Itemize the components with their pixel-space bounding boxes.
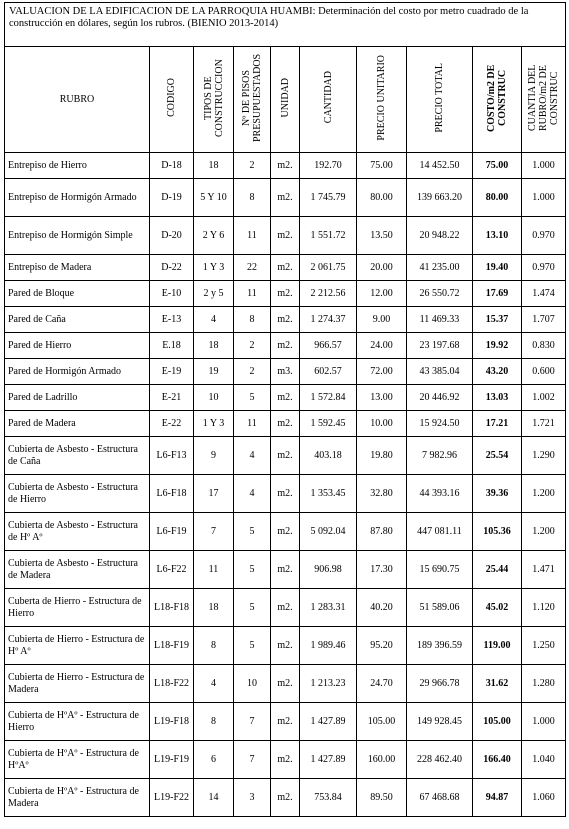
- table-row: [5, 741, 566, 779]
- table-row: [5, 551, 566, 589]
- unidad-cell: m2.: [271, 255, 300, 281]
- cuantia-cell: 1.040: [522, 741, 566, 779]
- costo-cell: 19.92: [473, 333, 522, 359]
- rubro-cell: Entrepiso de Hierro: [5, 153, 150, 179]
- precio-unitario-cell: 75.00: [357, 153, 407, 179]
- codigo-cell: D-22: [150, 255, 194, 281]
- pisos-cell: 11: [234, 217, 271, 255]
- cuantia-cell: 1.707: [522, 307, 566, 333]
- header-cuantia-cell: [522, 47, 566, 153]
- table-row: [5, 779, 566, 817]
- header-costo-cell: [473, 47, 522, 153]
- unidad-cell: m2.: [271, 589, 300, 627]
- table-row: [5, 513, 566, 551]
- costo-cell: 31.62: [473, 665, 522, 703]
- cuantia-cell: 1.474: [522, 281, 566, 307]
- codigo-cell: E-13: [150, 307, 194, 333]
- cuantia-cell: 0.600: [522, 359, 566, 385]
- codigo-cell: L6-F13: [150, 437, 194, 475]
- cantidad-cell: 192.70: [300, 153, 357, 179]
- pisos-cell: 3: [234, 779, 271, 817]
- header-codigo-cell: [150, 47, 194, 153]
- rubro-cell: Cubierta de Hierro - Estructura de Madera: [5, 665, 150, 703]
- precio-total-cell: 23 197.68: [407, 333, 473, 359]
- tipos-cell: 18: [194, 153, 234, 179]
- title-rest: : Determinación del costo por metro cuadrado de la construcción en dólares, según los rubros. (BIENIO 2013-2014): [9, 6, 529, 29]
- header-pisos-cell: [234, 47, 271, 153]
- precio-unitario-cell: 24.00: [357, 333, 407, 359]
- precio-total-cell: 41 235.00: [407, 255, 473, 281]
- header-tipos: TIPOS DE CONSTRUCCION: [202, 58, 225, 137]
- header-codigo: CODIGO: [166, 78, 177, 117]
- codigo-cell: L6-F19: [150, 513, 194, 551]
- codigo-cell: L6-F18: [150, 475, 194, 513]
- precio-unitario-cell: 87.80: [357, 513, 407, 551]
- unidad-cell: m3.: [271, 359, 300, 385]
- precio-total-cell: 20 446.92: [407, 385, 473, 411]
- codigo-cell: E-10: [150, 281, 194, 307]
- cantidad-cell: 1 427.89: [300, 741, 357, 779]
- rubro-cell: Pared de Caña: [5, 307, 150, 333]
- header-precio-unitario-cell: [357, 47, 407, 153]
- unidad-cell: m2.: [271, 153, 300, 179]
- header-cantidad: CANTIDAD: [322, 71, 334, 124]
- tipos-cell: 5 Y 10: [194, 179, 234, 217]
- precio-total-cell: 20 948.22: [407, 217, 473, 255]
- costo-cell: 39.36: [473, 475, 522, 513]
- tipos-cell: 1 Y 3: [194, 255, 234, 281]
- precio-total-cell: 67 468.68: [407, 779, 473, 817]
- header-precio-unitario: PRECIO UNITARIO: [376, 54, 387, 141]
- pisos-cell: 2: [234, 333, 271, 359]
- table-row: [5, 307, 566, 333]
- pisos-cell: 5: [234, 551, 271, 589]
- precio-unitario-cell: 19.80: [357, 437, 407, 475]
- precio-unitario-cell: 80.00: [357, 179, 407, 217]
- tipos-cell: 7: [194, 513, 234, 551]
- tipos-cell: 2 Y 6: [194, 217, 234, 255]
- unidad-cell: m2.: [271, 411, 300, 437]
- rubro-cell: Entrepiso de Madera: [5, 255, 150, 281]
- pisos-cell: 10: [234, 665, 271, 703]
- codigo-cell: L18-F18: [150, 589, 194, 627]
- rubro-cell: Pared de Madera: [5, 411, 150, 437]
- precio-unitario-cell: 32.80: [357, 475, 407, 513]
- rubro-cell: Entrepiso de Hormigón Simple: [5, 217, 150, 255]
- costo-cell: 80.00: [473, 179, 522, 217]
- rubro-cell: Pared de Ladrillo: [5, 385, 150, 411]
- codigo-cell: E.18: [150, 333, 194, 359]
- tipos-cell: 18: [194, 589, 234, 627]
- rubro-cell: Entrepiso de Hormigón Armado: [5, 179, 150, 217]
- cantidad-cell: 1 551.72: [300, 217, 357, 255]
- header-rubro: RUBRO: [5, 47, 150, 153]
- table-row: [5, 179, 566, 217]
- cuantia-cell: 0.970: [522, 217, 566, 255]
- codigo-cell: L19-F22: [150, 779, 194, 817]
- table-row: [5, 385, 566, 411]
- precio-unitario-cell: 17.30: [357, 551, 407, 589]
- precio-unitario-cell: 105.00: [357, 703, 407, 741]
- codigo-cell: L18-F19: [150, 627, 194, 665]
- rubro-cell: Cuberta de Hierro - Estructura de Hierro: [5, 589, 150, 627]
- table-row: [5, 281, 566, 307]
- cuantia-cell: 1.200: [522, 513, 566, 551]
- precio-unitario-cell: 95.20: [357, 627, 407, 665]
- cuantia-cell: 1.000: [522, 153, 566, 179]
- codigo-cell: E-22: [150, 411, 194, 437]
- unidad-cell: m2.: [271, 437, 300, 475]
- costo-cell: 13.03: [473, 385, 522, 411]
- costo-cell: 43.20: [473, 359, 522, 385]
- precio-total-cell: 15 690.75: [407, 551, 473, 589]
- cantidad-cell: 2 061.75: [300, 255, 357, 281]
- tipos-cell: 8: [194, 703, 234, 741]
- rubro-cell: Cubierta de Hierro - Estructura de Hº Aº: [5, 627, 150, 665]
- rubro-cell: Cubierta de HºAº - Estructura de Madera: [5, 779, 150, 817]
- precio-total-cell: 7 982.96: [407, 437, 473, 475]
- table-title: [5, 3, 566, 47]
- cuantia-cell: 1.471: [522, 551, 566, 589]
- cantidad-cell: 2 212.56: [300, 281, 357, 307]
- costo-cell: 166.40: [473, 741, 522, 779]
- tipos-cell: 2 y 5: [194, 281, 234, 307]
- pisos-cell: 7: [234, 741, 271, 779]
- cantidad-cell: 5 092.04: [300, 513, 357, 551]
- tipos-cell: 19: [194, 359, 234, 385]
- precio-total-cell: 11 469.33: [407, 307, 473, 333]
- cuantia-cell: 1.000: [522, 703, 566, 741]
- header-cantidad-cell: [300, 47, 357, 153]
- costo-cell: 119.00: [473, 627, 522, 665]
- cuantia-cell: 1.120: [522, 589, 566, 627]
- table-row: [5, 437, 566, 475]
- unidad-cell: m2.: [271, 217, 300, 255]
- precio-total-cell: 51 589.06: [407, 589, 473, 627]
- tipos-cell: 4: [194, 665, 234, 703]
- costo-cell: 17.21: [473, 411, 522, 437]
- precio-total-cell: 149 928.45: [407, 703, 473, 741]
- precio-total-cell: 15 924.50: [407, 411, 473, 437]
- codigo-cell: D-19: [150, 179, 194, 217]
- unidad-cell: m2.: [271, 703, 300, 741]
- tipos-cell: 18: [194, 333, 234, 359]
- precio-total-cell: 139 663.20: [407, 179, 473, 217]
- costo-cell: 25.54: [473, 437, 522, 475]
- pisos-cell: 5: [234, 513, 271, 551]
- tipos-cell: 11: [194, 551, 234, 589]
- precio-unitario-cell: 20.00: [357, 255, 407, 281]
- cuantia-cell: 1.721: [522, 411, 566, 437]
- cuantia-cell: 1.060: [522, 779, 566, 817]
- pisos-cell: 11: [234, 281, 271, 307]
- precio-total-cell: 14 452.50: [407, 153, 473, 179]
- tipos-cell: 9: [194, 437, 234, 475]
- unidad-cell: m2.: [271, 281, 300, 307]
- rubro-cell: Cubierta de Asbesto - Estructura de Caña: [5, 437, 150, 475]
- header-precio-total-cell: [407, 47, 473, 153]
- costo-cell: 75.00: [473, 153, 522, 179]
- rubro-cell: Cubierta de HºAº - Estructura de HºAº: [5, 741, 150, 779]
- table-row: [5, 665, 566, 703]
- pisos-cell: 8: [234, 307, 271, 333]
- cuantia-cell: 0.830: [522, 333, 566, 359]
- cantidad-cell: 1 745.79: [300, 179, 357, 217]
- codigo-cell: L19-F19: [150, 741, 194, 779]
- unidad-cell: m2.: [271, 179, 300, 217]
- table-row: [5, 589, 566, 627]
- cuantia-cell: 0.970: [522, 255, 566, 281]
- precio-total-cell: 44 393.16: [407, 475, 473, 513]
- tipos-cell: 1 Y 3: [194, 411, 234, 437]
- precio-total-cell: 447 081.11: [407, 513, 473, 551]
- unidad-cell: m2.: [271, 551, 300, 589]
- precio-unitario-cell: 12.00: [357, 281, 407, 307]
- cantidad-cell: 1 427.89: [300, 703, 357, 741]
- codigo-cell: L18-F22: [150, 665, 194, 703]
- cantidad-cell: 1 592.45: [300, 411, 357, 437]
- header-tipos-cell: [194, 47, 234, 153]
- pisos-cell: 22: [234, 255, 271, 281]
- pisos-cell: 4: [234, 475, 271, 513]
- cantidad-cell: 1 283.31: [300, 589, 357, 627]
- table-row: [5, 703, 566, 741]
- pisos-cell: 11: [234, 411, 271, 437]
- costo-cell: 105.00: [473, 703, 522, 741]
- header-precio-total: PRECIO TOTAL: [434, 62, 445, 133]
- cantidad-cell: 1 572.84: [300, 385, 357, 411]
- pisos-cell: 5: [234, 627, 271, 665]
- codigo-cell: E-19: [150, 359, 194, 385]
- precio-total-cell: 26 550.72: [407, 281, 473, 307]
- valuation-table: [4, 2, 566, 817]
- cantidad-cell: 602.57: [300, 359, 357, 385]
- header-pisos: Nº DE PISOS PRESUPUESTADOS: [241, 53, 263, 142]
- table-row: [5, 255, 566, 281]
- pisos-cell: 2: [234, 153, 271, 179]
- cantidad-cell: 753.84: [300, 779, 357, 817]
- codigo-cell: L19-F18: [150, 703, 194, 741]
- costo-cell: 15.37: [473, 307, 522, 333]
- costo-cell: 94.87: [473, 779, 522, 817]
- cantidad-cell: 966.57: [300, 333, 357, 359]
- unidad-cell: m2.: [271, 307, 300, 333]
- rubro-cell: Pared de Hierro: [5, 333, 150, 359]
- valuation-table-container: [4, 2, 565, 817]
- costo-cell: 19.40: [473, 255, 522, 281]
- unidad-cell: m2.: [271, 665, 300, 703]
- rubro-cell: Pared de Hormigón Armado: [5, 359, 150, 385]
- pisos-cell: 8: [234, 179, 271, 217]
- tipos-cell: 6: [194, 741, 234, 779]
- table-row: [5, 475, 566, 513]
- cantidad-cell: 906.98: [300, 551, 357, 589]
- precio-total-cell: 29 966.78: [407, 665, 473, 703]
- cantidad-cell: 1 274.37: [300, 307, 357, 333]
- table-row: [5, 359, 566, 385]
- cuantia-cell: 1.280: [522, 665, 566, 703]
- unidad-cell: m2.: [271, 385, 300, 411]
- cuantia-cell: 1.290: [522, 437, 566, 475]
- precio-total-cell: 189 396.59: [407, 627, 473, 665]
- precio-unitario-cell: 13.50: [357, 217, 407, 255]
- precio-total-cell: 228 462.40: [407, 741, 473, 779]
- costo-cell: 45.02: [473, 589, 522, 627]
- codigo-cell: L6-F22: [150, 551, 194, 589]
- unidad-cell: m2.: [271, 333, 300, 359]
- precio-unitario-cell: 24.70: [357, 665, 407, 703]
- tipos-cell: 17: [194, 475, 234, 513]
- pisos-cell: 2: [234, 359, 271, 385]
- unidad-cell: m2.: [271, 627, 300, 665]
- precio-unitario-cell: 13.00: [357, 385, 407, 411]
- cantidad-cell: 1 353.45: [300, 475, 357, 513]
- cantidad-cell: 403.18: [300, 437, 357, 475]
- rubro-cell: Cubierta de Asbesto - Estructura de Madera: [5, 551, 150, 589]
- table-row: [5, 627, 566, 665]
- unidad-cell: m2.: [271, 513, 300, 551]
- tipos-cell: 4: [194, 307, 234, 333]
- header-costo: COSTO/m2 DE CONSTRUC: [486, 63, 508, 132]
- title-bold: VALUACION DE LA EDIFICACION DE LA PARROQUIA HUAMBI: [9, 6, 313, 17]
- unidad-cell: m2.: [271, 741, 300, 779]
- pisos-cell: 5: [234, 589, 271, 627]
- precio-total-cell: 43 385.04: [407, 359, 473, 385]
- codigo-cell: D-20: [150, 217, 194, 255]
- rubro-cell: Cubierta de Asbesto - Estructura de Hº Aº: [5, 513, 150, 551]
- header-cuantia: CUANTIA DEL RUBRO/m2 DE CONSTRUC: [527, 64, 560, 131]
- rubro-cell: Cubierta de Asbesto - Estructura de Hierro: [5, 475, 150, 513]
- precio-unitario-cell: 10.00: [357, 411, 407, 437]
- cuantia-cell: 1.000: [522, 179, 566, 217]
- unidad-cell: m2.: [271, 779, 300, 817]
- costo-cell: 13.10: [473, 217, 522, 255]
- tipos-cell: 10: [194, 385, 234, 411]
- precio-unitario-cell: 40.20: [357, 589, 407, 627]
- codigo-cell: D-18: [150, 153, 194, 179]
- header-unidad-cell: [271, 47, 300, 153]
- table-row: [5, 333, 566, 359]
- rubro-cell: Cubierta de HºAº - Estructura de Hierro: [5, 703, 150, 741]
- rubro-cell: Pared de Bloque: [5, 281, 150, 307]
- costo-cell: 17.69: [473, 281, 522, 307]
- pisos-cell: 7: [234, 703, 271, 741]
- cantidad-cell: 1 989.46: [300, 627, 357, 665]
- unidad-cell: m2.: [271, 475, 300, 513]
- precio-unitario-cell: 160.00: [357, 741, 407, 779]
- header-unidad: UNIDAD: [279, 77, 291, 118]
- costo-cell: 25.44: [473, 551, 522, 589]
- cantidad-cell: 1 213.23: [300, 665, 357, 703]
- tipos-cell: 8: [194, 627, 234, 665]
- cuantia-cell: 1.200: [522, 475, 566, 513]
- tipos-cell: 14: [194, 779, 234, 817]
- pisos-cell: 4: [234, 437, 271, 475]
- cuantia-cell: 1.250: [522, 627, 566, 665]
- precio-unitario-cell: 89.50: [357, 779, 407, 817]
- pisos-cell: 5: [234, 385, 271, 411]
- costo-cell: 105.36: [473, 513, 522, 551]
- cuantia-cell: 1.002: [522, 385, 566, 411]
- precio-unitario-cell: 9.00: [357, 307, 407, 333]
- table-row: [5, 153, 566, 179]
- table-row: [5, 217, 566, 255]
- table-row: [5, 411, 566, 437]
- codigo-cell: E-21: [150, 385, 194, 411]
- precio-unitario-cell: 72.00: [357, 359, 407, 385]
